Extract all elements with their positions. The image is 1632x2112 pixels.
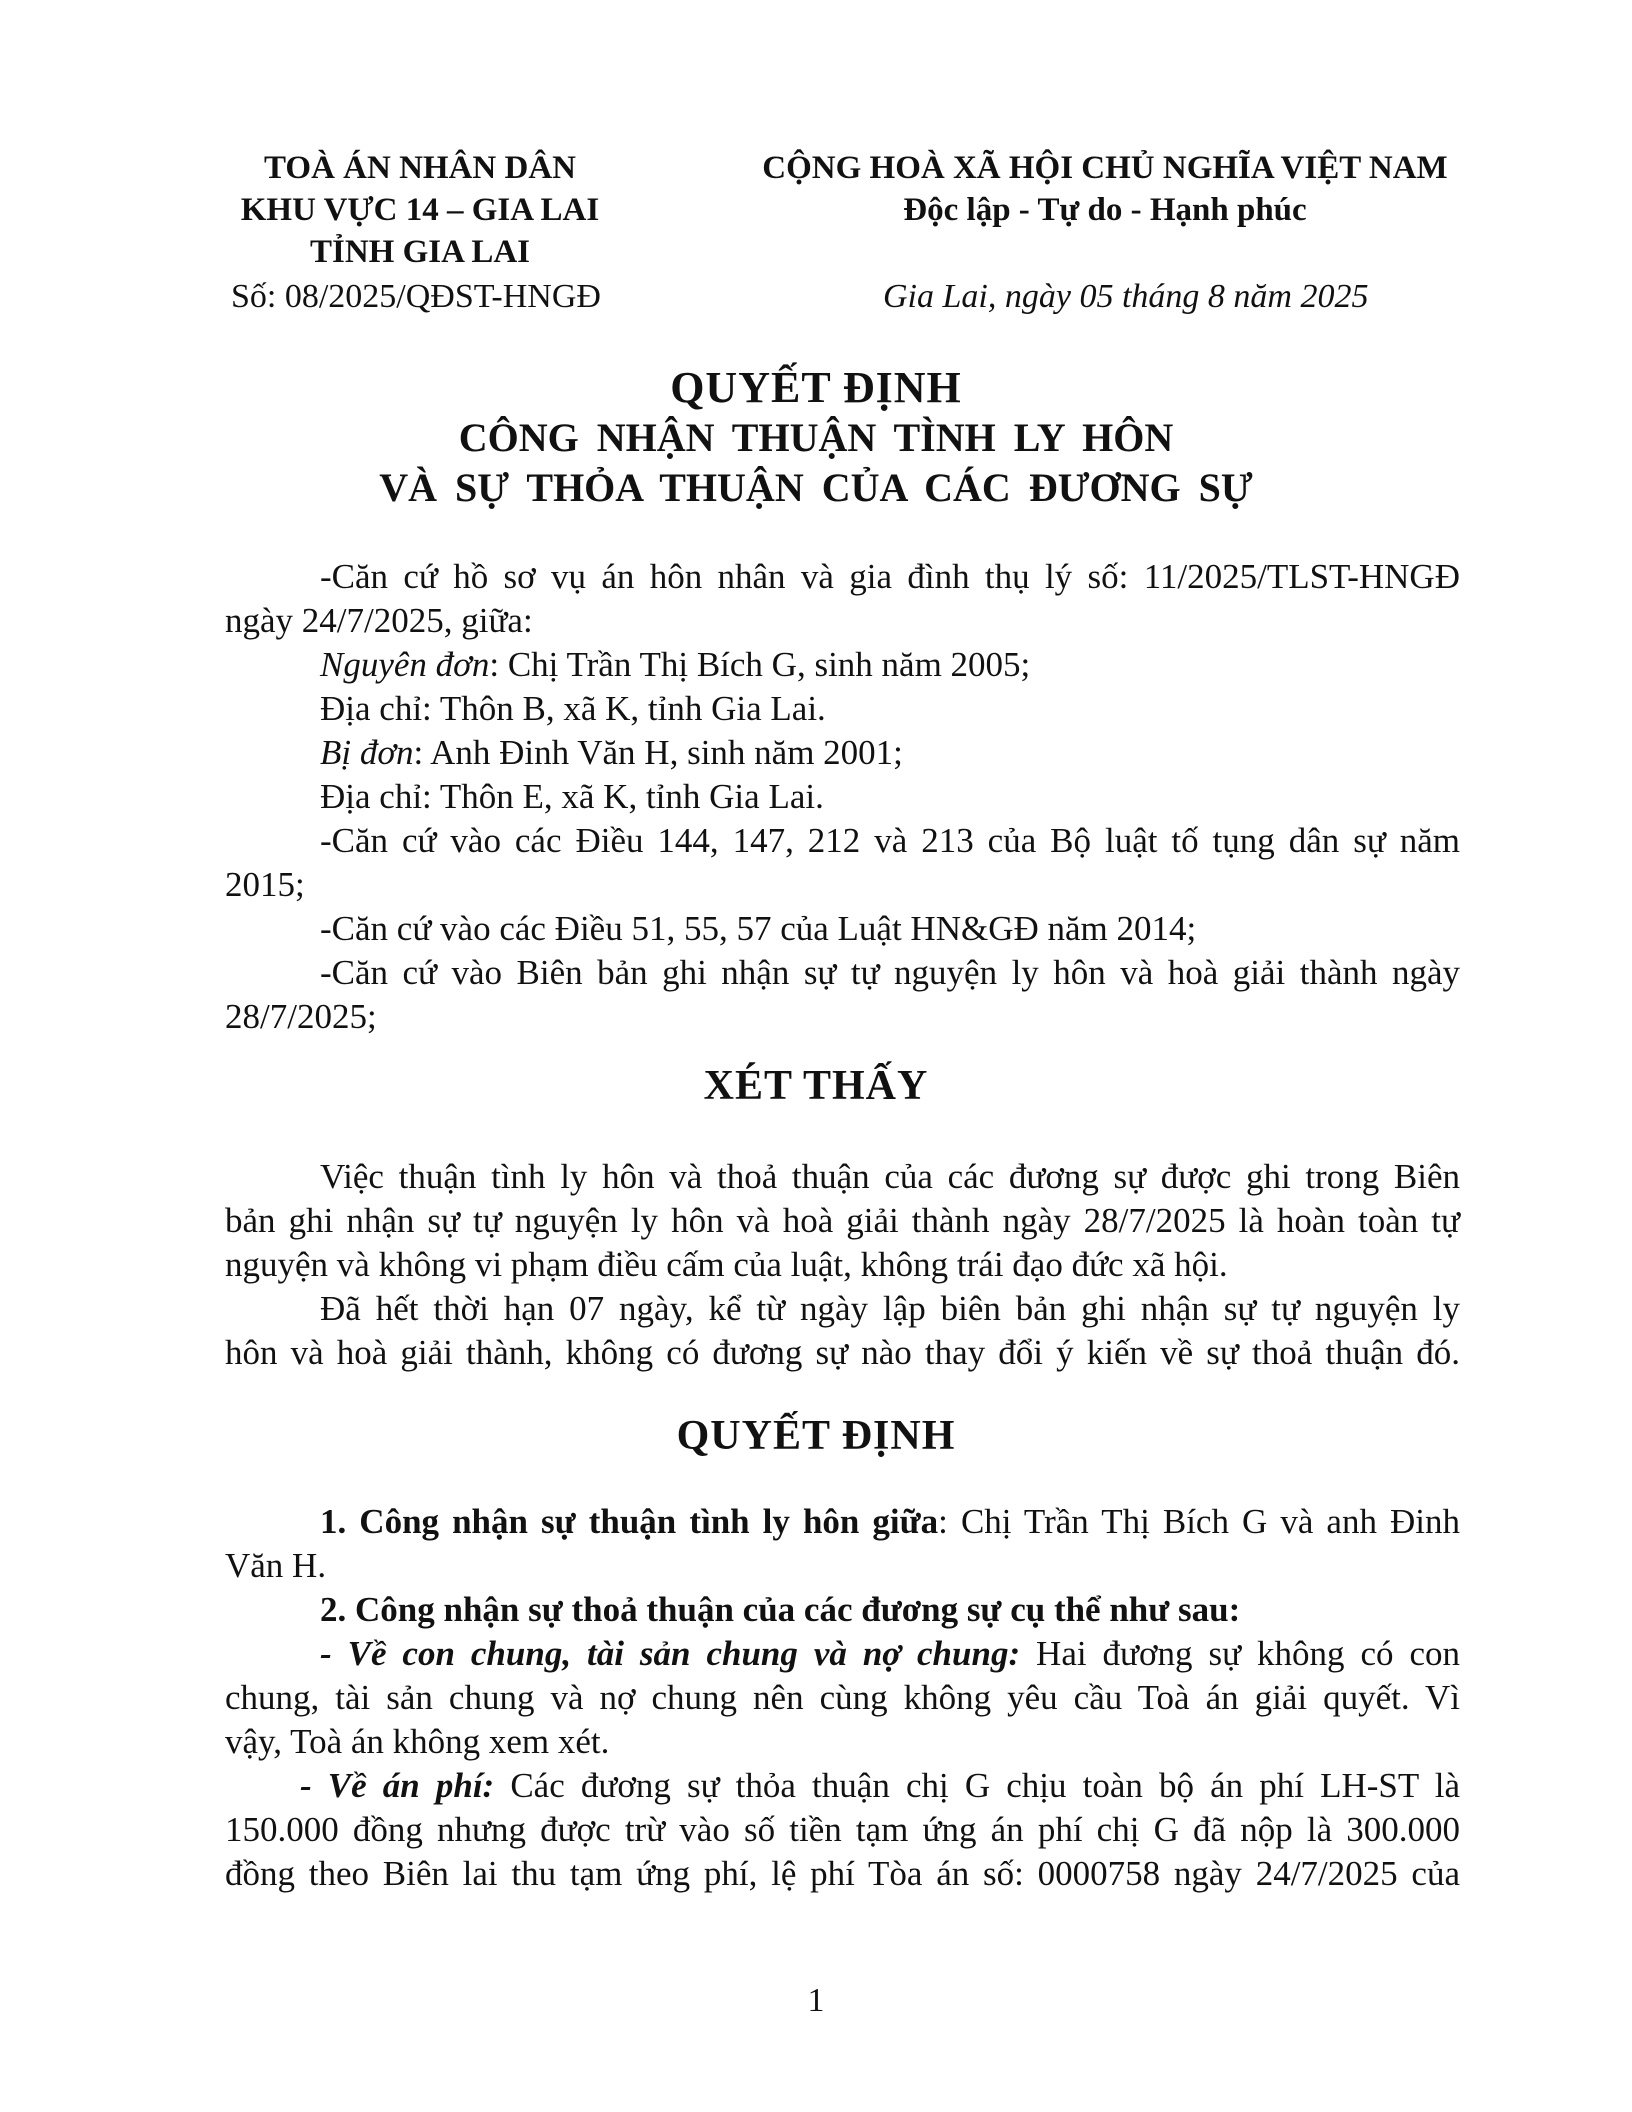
plaintiff-address: Địa chỉ: Thôn B, xã K, tỉnh Gia Lai.	[320, 689, 826, 728]
defendant-label: Bị đơn	[320, 733, 414, 772]
plaintiff-info: : Chị Trần Thị Bích G, sinh năm 2005;	[489, 645, 1031, 684]
court-fee-cont: 150.000 đồng nhưng được trừ vào số tiền tạm ứng án phí chị G đã nộp là 300.000	[225, 1810, 1460, 1849]
findings-paragraph-line: hôn và hoà giải thành, không có đương sự nào thay đổi ý kiến về sự thoả thuận đó.	[225, 1333, 1460, 1372]
court-fee-line	[300, 1764, 1460, 1808]
findings-paragraph-line: nguyện và không vi phạm điều cấm của luật, không trái đạo đức xã hội.	[225, 1245, 1228, 1284]
preamble-line: 2015;	[225, 865, 305, 904]
document-number: Số: 08/2025/QĐST-HNGĐ	[231, 278, 601, 315]
court-province: TỈNH GIA LAI	[309, 234, 531, 270]
document-subtitle-2: VÀ SỰ THỎA THUẬN CỦA CÁC ĐƯƠNG SỰ	[379, 465, 1253, 510]
findings-paragraph-line: Đã hết thời hạn 07 ngày, kể từ ngày lập biên bản ghi nhận sự tự nguyện ly	[320, 1289, 1460, 1328]
preamble-line: 28/7/2025;	[225, 997, 377, 1036]
page-number: 1	[807, 1982, 825, 2019]
findings-paragraph-line: bản ghi nhận sự tự nguyện ly hôn và hoà giải thành ngày 28/7/2025 là hoàn toàn tự	[225, 1201, 1460, 1240]
children-property-line	[320, 1632, 1460, 1676]
preamble-line: -Căn cứ hồ sơ vụ án hôn nhân và gia đình thụ lý số: 11/2025/TLST-HNGĐ	[320, 557, 1460, 596]
country-name: CỘNG HOÀ XÃ HỘI CHỦ NGHĨA VIỆT NAM	[762, 150, 1448, 186]
court-fee-label: - Về án phí:	[300, 1766, 495, 1805]
defendant-line	[320, 731, 903, 775]
defendant-info: : Anh Đinh Văn H, sinh năm 2001;	[413, 733, 903, 772]
document-subtitle-1: CÔNG NHẬN THUẬN TÌNH LY HÔN	[458, 415, 1174, 460]
children-property-cont: vậy, Toà án không xem xét.	[225, 1722, 610, 1761]
children-property-label: - Về con chung, tài sản chung và nợ chung:	[320, 1634, 1021, 1673]
preamble-line: -Căn cứ vào các Điều 144, 147, 212 và 213 của Bộ luật tố tụng dân sự năm	[320, 821, 1460, 860]
court-region: KHU VỰC 14 – GIA LAI	[240, 192, 600, 228]
document-title: QUYẾT ĐỊNH	[670, 363, 962, 412]
findings-paragraph-line: Việc thuận tình ly hôn và thoả thuận của các đương sự được ghi trong Biên	[320, 1157, 1460, 1196]
findings-heading: XÉT THẤY	[703, 1063, 929, 1109]
decision-item-2: 2. Công nhận sự thoả thuận của các đương sự cụ thể như sau:	[320, 1590, 1241, 1629]
decision-item-1-text: : Chị Trần Thị Bích G và anh Đinh	[938, 1502, 1460, 1541]
preamble-line: ngày 24/7/2025, giữa:	[225, 601, 533, 640]
court-name: TOÀ ÁN NHÂN DÂN	[264, 150, 576, 186]
issue-date: Gia Lai, ngày 05 tháng 8 năm 2025	[883, 278, 1369, 315]
preamble-line: -Căn cứ vào Biên bản ghi nhận sự tự nguyện ly hôn và hoà giải thành ngày	[320, 953, 1460, 992]
decision-item-1-cont: Văn H.	[225, 1546, 327, 1585]
plaintiff-label: Nguyên đơn	[320, 645, 490, 684]
motto: Độc lập - Tự do - Hạnh phúc	[903, 192, 1307, 228]
children-property-cont: chung, tài sản chung và nợ chung nên cùng không yêu cầu Toà án giải quyết. Vì	[225, 1678, 1460, 1717]
court-fee-text: Các đương sự thỏa thuận chị G chịu toàn bộ án phí LH-ST là	[494, 1766, 1460, 1805]
decision-heading: QUYẾT ĐỊNH	[676, 1413, 956, 1459]
children-property-text: Hai đương sự không có con	[1020, 1634, 1460, 1673]
plaintiff-line	[320, 643, 1030, 687]
court-fee-cont: đồng theo Biên lai thu tạm ứng phí, lệ phí Tòa án số: 0000758 ngày 24/7/2025 của	[225, 1854, 1460, 1893]
defendant-address: Địa chỉ: Thôn E, xã K, tỉnh Gia Lai.	[320, 777, 824, 816]
decision-item-1	[320, 1500, 1460, 1544]
preamble-line: -Căn cứ vào các Điều 51, 55, 57 của Luật HN&GĐ năm 2014;	[320, 909, 1197, 948]
decision-item-1-label: 1. Công nhận sự thuận tình ly hôn giữa	[320, 1502, 939, 1541]
